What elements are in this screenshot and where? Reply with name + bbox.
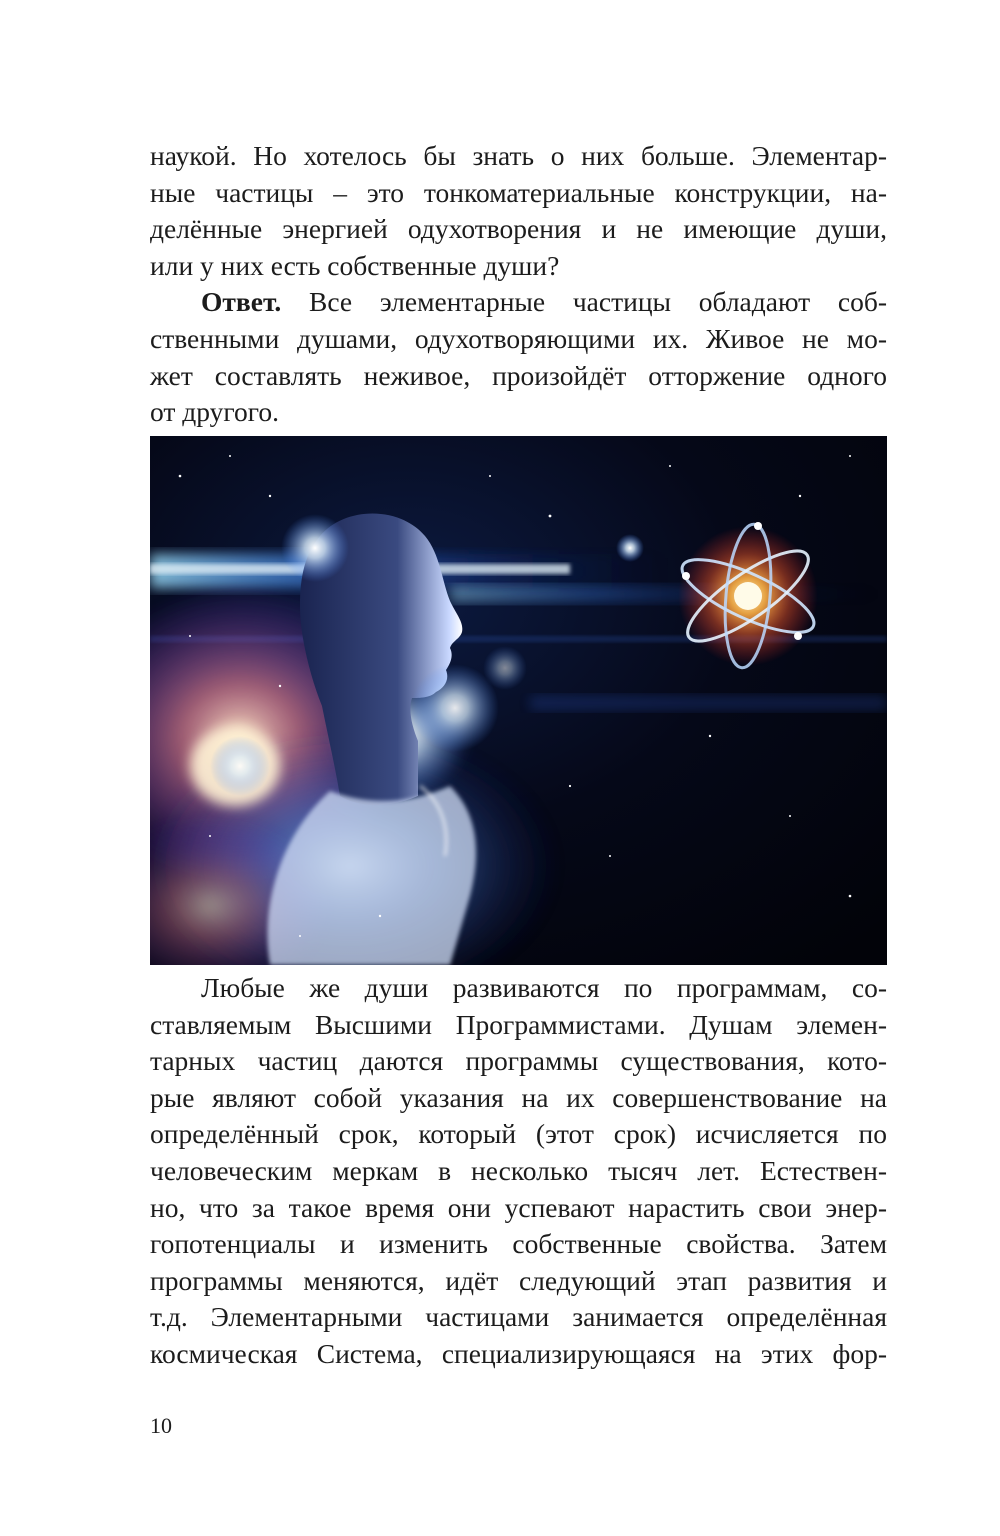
text-line: программы меняются, идёт следующий этап развития и bbox=[150, 1264, 887, 1296]
text-line: т.д. Элементарными частицами занимается определённая bbox=[150, 1301, 887, 1333]
text-line: делённые энергией одухотворения и не имеющие души, bbox=[150, 213, 887, 245]
text-line: гопотенциалы и изменить собственные свойства. Затем bbox=[150, 1228, 887, 1260]
text-line bbox=[150, 284, 887, 321]
text-line: жет составлять неживое, произойдёт отторжение одного bbox=[150, 359, 887, 391]
paragraph-answer bbox=[150, 284, 887, 430]
text-line: космическая Система, специализирующаяся на этих фор- bbox=[150, 1337, 887, 1369]
text-line: человеческим меркам в несколько тысяч лет. Естествен- bbox=[150, 1154, 887, 1186]
text-line: от другого. bbox=[150, 396, 279, 428]
text-line: ственными душами, одухотворяющими их. Живое не мо- bbox=[150, 322, 887, 354]
text-line: но, что за такое время они успевают нарастить свои энер- bbox=[150, 1191, 887, 1223]
text-block-top bbox=[150, 138, 887, 431]
paragraph-body bbox=[150, 970, 887, 1373]
text-line: определённый срок, который (этот срок) исчисляется по bbox=[150, 1118, 887, 1150]
answer-first-line: Все элементарные частицы обладают соб- bbox=[281, 286, 887, 318]
text-line: ставляемым Высшими Программистами. Душам элемен- bbox=[150, 1008, 887, 1040]
illustration-graphic bbox=[150, 436, 887, 965]
text-line: или у них есть собственные души? bbox=[150, 249, 560, 281]
illustration bbox=[150, 436, 887, 965]
text-line: Любые же души развиваются по программам, со- bbox=[201, 972, 887, 1003]
text-line: рые являют собой указания на их совершенствование на bbox=[150, 1081, 887, 1113]
answer-lead: Ответ. bbox=[201, 286, 282, 318]
text-line: ные частицы – это тонкоматериальные конструкции, на- bbox=[150, 176, 887, 208]
paragraph-question bbox=[150, 138, 887, 284]
text-block-bottom bbox=[150, 970, 887, 1373]
page-number: 10 bbox=[150, 1413, 172, 1438]
text-line: тарных частиц даются программы существования, кото- bbox=[150, 1045, 887, 1077]
text-line: наукой. Но хотелось бы знать о них больше. Элементар- bbox=[150, 140, 887, 171]
